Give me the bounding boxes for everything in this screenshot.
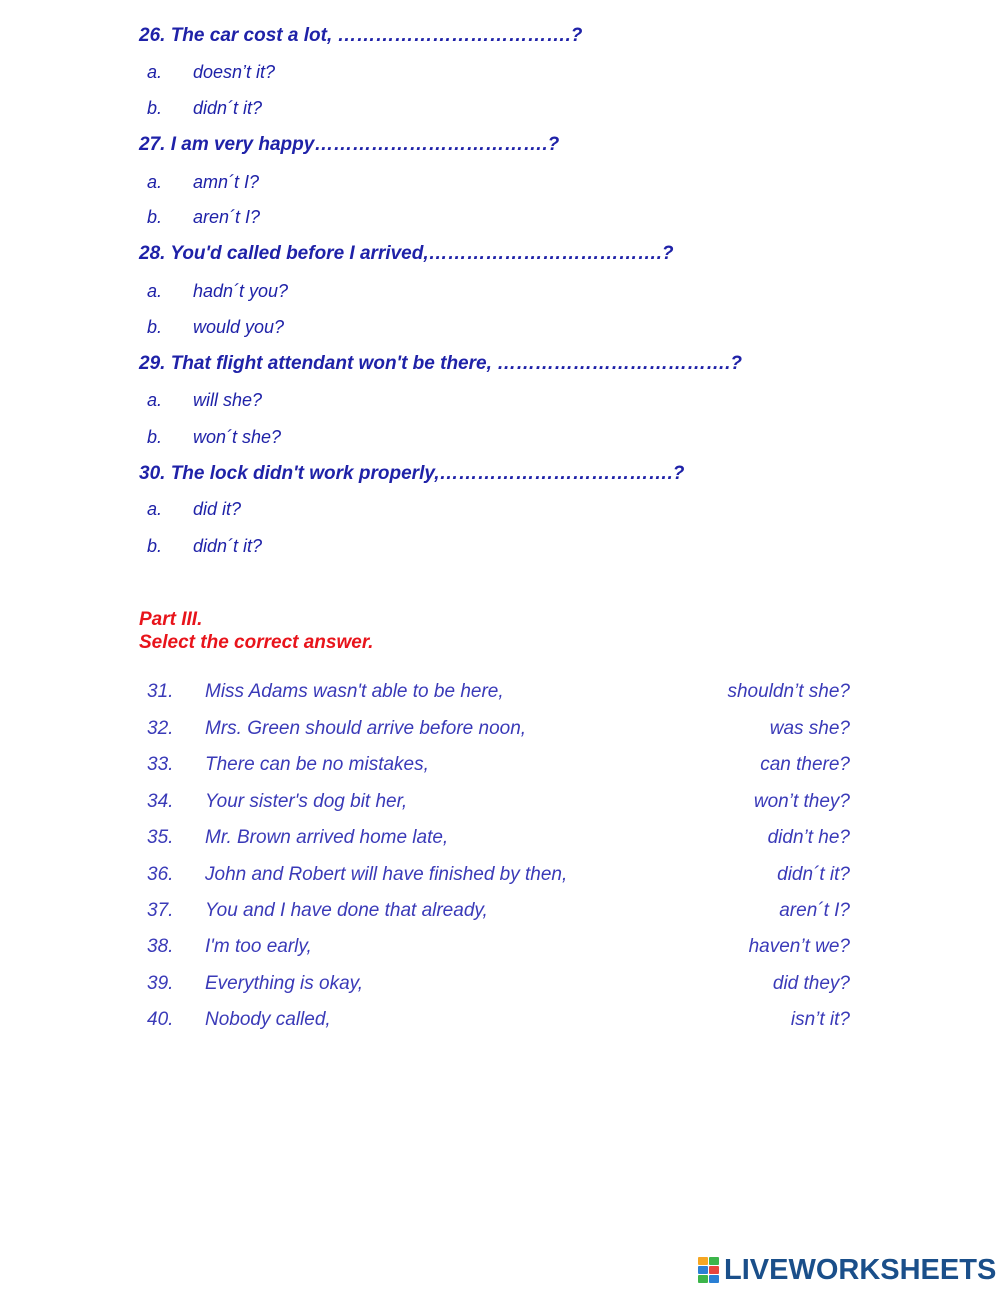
row-number: 33. xyxy=(147,754,174,775)
row-sentence: Miss Adams wasn't able to be here, xyxy=(205,681,504,702)
matching-row-36 xyxy=(147,864,850,888)
row-number: 39. xyxy=(147,973,174,994)
row-sentence: There can be no mistakes, xyxy=(205,754,429,775)
row-tag-option[interactable]: isn’t it? xyxy=(790,1009,850,1030)
row-sentence: Mr. Brown arrived home late, xyxy=(205,827,449,848)
row-tag-option[interactable]: did they? xyxy=(772,973,850,994)
question-26-option-a[interactable]: doesn’t it? xyxy=(193,62,276,82)
matching-row-33 xyxy=(147,754,850,778)
question-26-option-b-letter: b. xyxy=(147,98,163,118)
matching-row-40 xyxy=(147,1009,850,1033)
row-tag-option[interactable]: didn’t he? xyxy=(767,827,850,848)
row-number: 31. xyxy=(147,681,174,702)
liveworksheets-logo-icon xyxy=(698,1257,720,1283)
question-30-option-a-letter: a. xyxy=(147,499,163,519)
matching-row-34 xyxy=(147,791,850,815)
question-30-option-a[interactable]: did it? xyxy=(193,499,242,519)
row-sentence: You and I have done that already, xyxy=(205,900,488,921)
row-number: 40. xyxy=(147,1009,174,1030)
matching-row-37 xyxy=(147,900,850,924)
question-27-option-b-letter: b. xyxy=(147,207,163,227)
row-tag-option[interactable]: shouldn’t she? xyxy=(727,681,850,702)
row-tag-option[interactable]: won’t they? xyxy=(753,791,850,812)
row-number: 35. xyxy=(147,827,174,848)
question-26-option-b[interactable]: didn´t it? xyxy=(193,98,263,118)
row-sentence: Everything is okay, xyxy=(205,973,364,994)
question-27-option-a[interactable]: amn´t I? xyxy=(193,172,260,192)
question-28-option-b-letter: b. xyxy=(147,317,163,337)
liveworksheets-logo xyxy=(698,1253,997,1286)
matching-row-31 xyxy=(147,681,850,705)
row-tag-option[interactable]: was she? xyxy=(769,718,850,739)
matching-row-39 xyxy=(147,973,850,997)
row-number: 36. xyxy=(147,864,174,885)
row-sentence: John and Robert will have finished by then, xyxy=(205,864,568,885)
question-30-stem: 30. The lock didn't work properly,……………………………….? xyxy=(139,463,685,484)
question-27-option-a-letter: a. xyxy=(147,172,163,192)
question-26-stem: 26. The car cost a lot, ……………………………….? xyxy=(139,25,583,46)
liveworksheets-logo-text: LIVEWORKSHEETS xyxy=(724,1253,997,1286)
row-sentence: Nobody called, xyxy=(205,1009,331,1030)
question-28-option-b[interactable]: would you? xyxy=(193,317,285,337)
row-number: 38. xyxy=(147,936,174,957)
row-tag-option[interactable]: didn´t it? xyxy=(777,864,850,885)
row-number: 34. xyxy=(147,791,174,812)
row-tag-option[interactable]: aren´t I? xyxy=(779,900,850,921)
question-27-option-b[interactable]: aren´t I? xyxy=(193,207,261,227)
matching-row-38 xyxy=(147,936,850,960)
question-28-option-a-letter: a. xyxy=(147,281,163,301)
question-28-stem: 28. You'd called before I arrived,……………………………….? xyxy=(139,243,674,264)
question-29-stem: 29. That flight attendant won't be there, ……………………………….? xyxy=(139,353,743,374)
question-27-stem: 27. I am very happy……………………………….? xyxy=(139,134,560,155)
question-30-option-b-letter: b. xyxy=(147,536,163,556)
part-3-title: Part III. xyxy=(139,609,203,630)
question-29-option-b-letter: b. xyxy=(147,427,163,447)
part-3-instruction: Select the correct answer. xyxy=(139,632,374,653)
matching-row-35 xyxy=(147,827,850,851)
row-sentence: Mrs. Green should arrive before noon, xyxy=(205,718,527,739)
question-26-option-a-letter: a. xyxy=(147,62,163,82)
row-sentence: Your sister's dog bit her, xyxy=(205,791,408,812)
question-28-option-a[interactable]: hadn´t you? xyxy=(193,281,289,301)
question-30-option-b[interactable]: didn´t it? xyxy=(193,536,263,556)
row-tag-option[interactable]: haven’t we? xyxy=(748,936,850,957)
matching-row-32 xyxy=(147,718,850,742)
question-29-option-a[interactable]: will she? xyxy=(193,390,263,410)
row-number: 37. xyxy=(147,900,174,921)
row-sentence: I'm too early, xyxy=(205,936,312,957)
question-29-option-b[interactable]: won´t she? xyxy=(193,427,282,447)
question-29-option-a-letter: a. xyxy=(147,390,163,410)
row-number: 32. xyxy=(147,718,174,739)
row-tag-option[interactable]: can there? xyxy=(760,754,850,775)
